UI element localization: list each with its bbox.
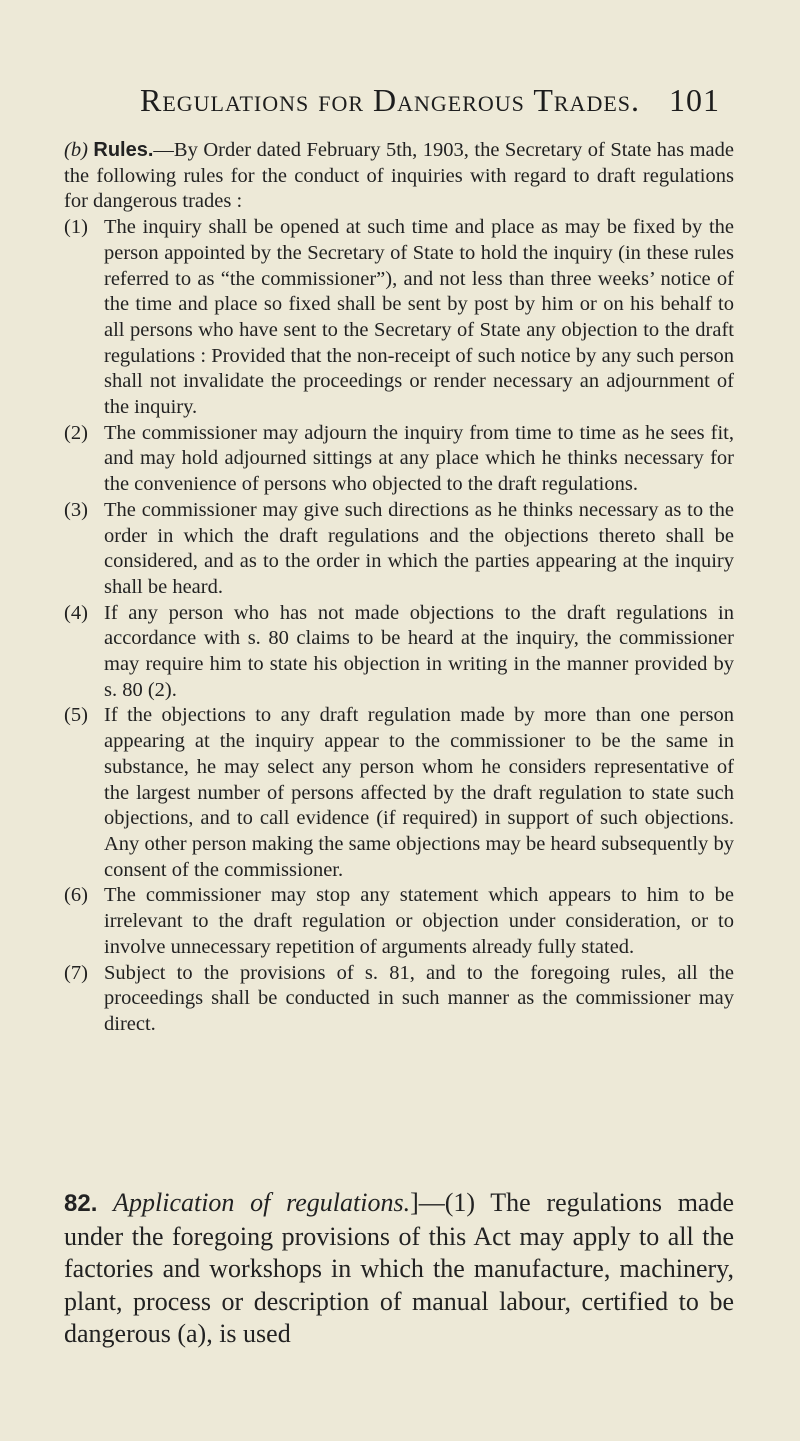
rule-text: The commissioner may give such directions as he thinks necessary as to the order in which the draft regulations and the objections thereto shall be considered, and as to the order in which the parties appearing at the inquiry shall be heard.: [104, 498, 734, 598]
section-82: [64, 1187, 734, 1351]
rule-number: (3): [64, 498, 88, 521]
rules-intro-text: —By Order dated February 5th, 1903, the Secretary of State has made the following rules for the conduct of inquiries with regard to draft regulations for dangerous trades :: [64, 139, 734, 213]
rule-text: The inquiry shall be opened at such time and place as may be fixed by the person appointed by the Secretary of State to hold the inquiry (in these rules referred to as “the commissioner”), and not less than three weeks’ notice of the time and place so fixed shall be sent by post by him or on his behalf to all persons who have sent to the Secretary of State any objection to the draft regulations : Provided that the non-receipt of such notice by any such person shall not invalidate the proceedings or render necessary an adjournment of the inquiry.: [104, 216, 734, 419]
rule-number: (6): [64, 884, 88, 907]
rule-number: (2): [64, 421, 88, 444]
rule-item-4: [64, 601, 734, 704]
section-paragraph: [64, 1187, 734, 1351]
rule-number: (4): [64, 601, 88, 624]
rule-item-6: [64, 883, 734, 960]
rules-heading: Rules.: [93, 139, 154, 161]
running-header: [140, 82, 720, 119]
rule-text: The commissioner may adjourn the inquiry from time to time as he sees fit, and may hold adjourned sittings at any place which he thinks necessary for the convenience of persons who objected to the draft regulations.: [104, 421, 734, 496]
rule-item-1: [64, 215, 734, 421]
page-number: 101: [669, 82, 720, 118]
rule-number: (7): [64, 961, 88, 984]
rule-number: (1): [64, 216, 88, 239]
rule-text: Subject to the provisions of s. 81, and to the foregoing rules, all the proceedings shall be conducted in such manner as the commissioner may direct.: [104, 961, 734, 1035]
rules-intro: [64, 138, 734, 215]
rule-text: If the objections to any draft regulation made by more than one person appearing at the inquiry appear to the commissioner to be the same in substance, he may select any person whom he considers representative of the largest number of persons affected by the draft regulation to state such objections, and to call evidence (if required) in support of such objections. Any other person making the same objections may be heard subsequently by consent of the commissioner.: [104, 704, 734, 881]
rule-item-3: [64, 498, 734, 601]
rules-label: (b): [64, 139, 88, 161]
rule-item-5: [64, 703, 734, 883]
rule-number: (5): [64, 704, 88, 727]
rules-block: [64, 138, 734, 1038]
rule-text: The commissioner may stop any statement which appears to him to be irrelevant to the draft regulation or objection under consideration, or to involve unnecessary repetition of arguments already fully stated.: [104, 884, 734, 958]
section-text: ]—(1) The regulations made under the foregoing provisions of this Act may apply to all the factories and workshops in which the manufacture, machinery, plant, process or description of manual labour, certified to be dangerous (a), is used: [64, 1188, 735, 1348]
section-number: 82.: [64, 1190, 98, 1217]
section-title: Application of regulations.: [113, 1188, 411, 1217]
running-title: Regulations for Dangerous Trades.: [140, 82, 641, 118]
rule-text: If any person who has not made objections to the draft regulations in accordance with s. 80 claims to be heard at the inquiry, the commissioner may require him to state his objection in writing in the manner provided by s. 80 (2).: [104, 601, 734, 701]
rule-item-2: [64, 421, 734, 498]
rule-item-7: [64, 961, 734, 1038]
